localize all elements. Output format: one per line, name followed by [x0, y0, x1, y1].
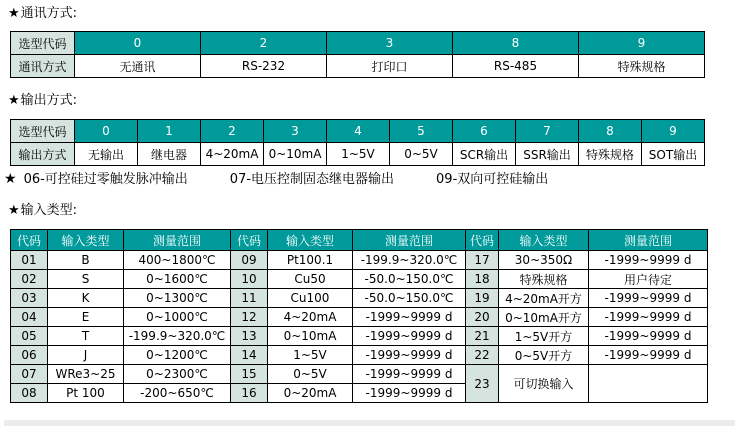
- input-code-cell: 10: [231, 270, 268, 289]
- input-type-cell: 4~20mA: [268, 308, 353, 327]
- input-header-cell: 测量范围: [589, 230, 708, 251]
- code-cell: 8: [453, 32, 579, 55]
- input-range-cell: [589, 365, 708, 403]
- input-range-cell: 0~1200℃: [124, 346, 231, 365]
- input-code-cell: 05: [11, 327, 48, 346]
- input-code-cell: 18: [466, 270, 499, 289]
- code-cell: 9: [642, 120, 705, 143]
- code-cell: 5: [390, 120, 453, 143]
- input-range-cell: -199.9~320.0℃: [124, 327, 231, 346]
- input-type-cell: 可切换输入: [499, 365, 589, 403]
- star-icon: ★: [8, 6, 20, 21]
- input-type-cell: 1~5V: [268, 346, 353, 365]
- input-type-cell: 1~5V开方: [499, 327, 589, 346]
- row-label-cell: 选型代码: [11, 32, 75, 55]
- code-cell: 1: [138, 120, 201, 143]
- code-cell: 0: [75, 120, 138, 143]
- input-type-cell: S: [48, 270, 124, 289]
- section-title-output: [8, 94, 735, 108]
- input-row: [11, 365, 708, 384]
- input-code-cell: 04: [11, 308, 48, 327]
- input-code-cell: 09: [231, 251, 268, 270]
- value-cell: 0~10mA: [264, 143, 327, 166]
- code-cell: 2: [201, 32, 327, 55]
- section-title-comm: [8, 7, 735, 21]
- value-cell: 1~5V: [327, 143, 390, 166]
- input-header-row: [11, 230, 708, 251]
- value-cell: SCR输出: [453, 143, 516, 166]
- input-header-cell: 输入类型: [499, 230, 589, 251]
- input-code-cell: 01: [11, 251, 48, 270]
- value-cell: 打印口: [327, 55, 453, 78]
- input-header-cell: 输入类型: [268, 230, 353, 251]
- input-code-cell: 02: [11, 270, 48, 289]
- input-range-cell: -1999~9999 d: [589, 289, 708, 308]
- input-header-cell: 测量范围: [353, 230, 466, 251]
- input-range-cell: 400~1800℃: [124, 251, 231, 270]
- code-row: [11, 120, 705, 143]
- code-cell: 2: [201, 120, 264, 143]
- input-type-cell: K: [48, 289, 124, 308]
- input-type-cell: 0~10mA: [268, 327, 353, 346]
- code-cell: 3: [264, 120, 327, 143]
- input-header-cell: 输入类型: [48, 230, 124, 251]
- input-range-cell: 用户待定: [589, 270, 708, 289]
- output-note-item: 07-电压控制固态继电器输出: [229, 172, 395, 187]
- output-method-table: [10, 119, 705, 166]
- input-code-cell: 11: [231, 289, 268, 308]
- input-range-cell: -1999~9999 d: [589, 308, 708, 327]
- value-cell: SSR输出: [516, 143, 579, 166]
- input-type-cell: 0~5V: [268, 365, 353, 384]
- section-title-input-text: 输入类型:: [20, 203, 78, 218]
- input-row: [11, 270, 708, 289]
- input-type-cell: 0~10mA开方: [499, 308, 589, 327]
- section-title-input: [8, 204, 735, 218]
- value-row: [11, 143, 705, 166]
- input-row: [11, 327, 708, 346]
- input-code-cell: 21: [466, 327, 499, 346]
- input-type-cell: T: [48, 327, 124, 346]
- input-code-cell: 20: [466, 308, 499, 327]
- input-range-cell: 0~1600℃: [124, 270, 231, 289]
- input-code-cell: 17: [466, 251, 499, 270]
- row-label-cell: 通讯方式: [11, 55, 75, 78]
- input-type-cell: WRe3~25: [48, 365, 124, 384]
- input-code-cell: 19: [466, 289, 499, 308]
- star-icon: ★: [8, 203, 20, 218]
- code-cell: 7: [516, 120, 579, 143]
- input-range-cell: -1999~9999 d: [589, 327, 708, 346]
- code-cell: 3: [327, 32, 453, 55]
- input-range-cell: 0~1300℃: [124, 289, 231, 308]
- code-cell: 6: [453, 120, 516, 143]
- input-code-cell: 08: [11, 384, 48, 403]
- input-type-cell: Pt100.1: [268, 251, 353, 270]
- input-type-cell: 0~5V开方: [499, 346, 589, 365]
- input-row: [11, 308, 708, 327]
- row-label-cell: 输出方式: [11, 143, 75, 166]
- input-code-cell: 13: [231, 327, 268, 346]
- input-range-cell: -1999~9999 d: [353, 384, 466, 403]
- input-code-cell: 23: [466, 365, 499, 403]
- input-code-cell: 16: [231, 384, 268, 403]
- star-icon: ★: [8, 93, 20, 108]
- input-header-cell: 代码: [231, 230, 268, 251]
- input-row: [11, 346, 708, 365]
- comm-method-table: [10, 31, 705, 78]
- input-range-cell: -1999~9999 d: [589, 251, 708, 270]
- input-header-cell: 代码: [11, 230, 48, 251]
- input-row: [11, 289, 708, 308]
- input-type-cell: Cu100: [268, 289, 353, 308]
- input-type-table: [10, 229, 708, 403]
- input-range-cell: -1999~9999 d: [353, 308, 466, 327]
- value-cell: 特殊规格: [579, 143, 642, 166]
- input-range-cell: -1999~9999 d: [353, 327, 466, 346]
- input-code-cell: 07: [11, 365, 48, 384]
- value-cell: SOT输出: [642, 143, 705, 166]
- input-code-cell: 15: [231, 365, 268, 384]
- input-header-cell: 代码: [466, 230, 499, 251]
- section-title-comm-text: 通讯方式:: [20, 6, 78, 21]
- value-cell: RS-485: [453, 55, 579, 78]
- value-cell: RS-232: [201, 55, 327, 78]
- value-cell: 4~20mA: [201, 143, 264, 166]
- row-label-cell: 选型代码: [11, 120, 75, 143]
- output-note-line: [4, 172, 735, 187]
- input-range-cell: -1999~9999 d: [353, 346, 466, 365]
- input-range-cell: 0~2300℃: [124, 365, 231, 384]
- input-code-cell: 22: [466, 346, 499, 365]
- input-code-cell: 12: [231, 308, 268, 327]
- section-title-output-text: 输出方式:: [20, 93, 78, 108]
- value-cell: 特殊规格: [579, 55, 705, 78]
- code-cell: 8: [579, 120, 642, 143]
- input-type-cell: J: [48, 346, 124, 365]
- input-range-cell: -50.0~150.0℃: [353, 289, 466, 308]
- value-cell: 无输出: [75, 143, 138, 166]
- input-type-cell: E: [48, 308, 124, 327]
- input-type-cell: Cu50: [268, 270, 353, 289]
- next-element-edge: [4, 420, 735, 426]
- input-type-cell: 30~350Ω: [499, 251, 589, 270]
- code-cell: 4: [327, 120, 390, 143]
- input-type-cell: 0~20mA: [268, 384, 353, 403]
- input-range-cell: -50.0~150.0℃: [353, 270, 466, 289]
- input-code-cell: 03: [11, 289, 48, 308]
- value-cell: 0~5V: [390, 143, 453, 166]
- star-icon: ★: [4, 171, 17, 187]
- input-row: [11, 251, 708, 270]
- input-range-cell: -1999~9999 d: [589, 346, 708, 365]
- value-row: [11, 55, 705, 78]
- input-code-cell: 06: [11, 346, 48, 365]
- input-type-cell: 特殊规格: [499, 270, 589, 289]
- input-range-cell: -200~650℃: [124, 384, 231, 403]
- input-type-cell: Pt 100: [48, 384, 124, 403]
- input-range-cell: -199.9~320.0℃: [353, 251, 466, 270]
- input-type-cell: B: [48, 251, 124, 270]
- output-note-item: 09-双向可控硅输出: [436, 172, 549, 187]
- input-header-cell: 测量范围: [124, 230, 231, 251]
- value-cell: 无通讯: [75, 55, 201, 78]
- output-note-item: 06-可控硅过零触发脉冲输出: [23, 172, 188, 187]
- input-range-cell: 0~1000℃: [124, 308, 231, 327]
- code-cell: 0: [75, 32, 201, 55]
- input-range-cell: -1999~9999 d: [353, 365, 466, 384]
- value-cell: 继电器: [138, 143, 201, 166]
- code-row: [11, 32, 705, 55]
- input-code-cell: 14: [231, 346, 268, 365]
- input-type-cell: 4~20mA开方: [499, 289, 589, 308]
- code-cell: 9: [579, 32, 705, 55]
